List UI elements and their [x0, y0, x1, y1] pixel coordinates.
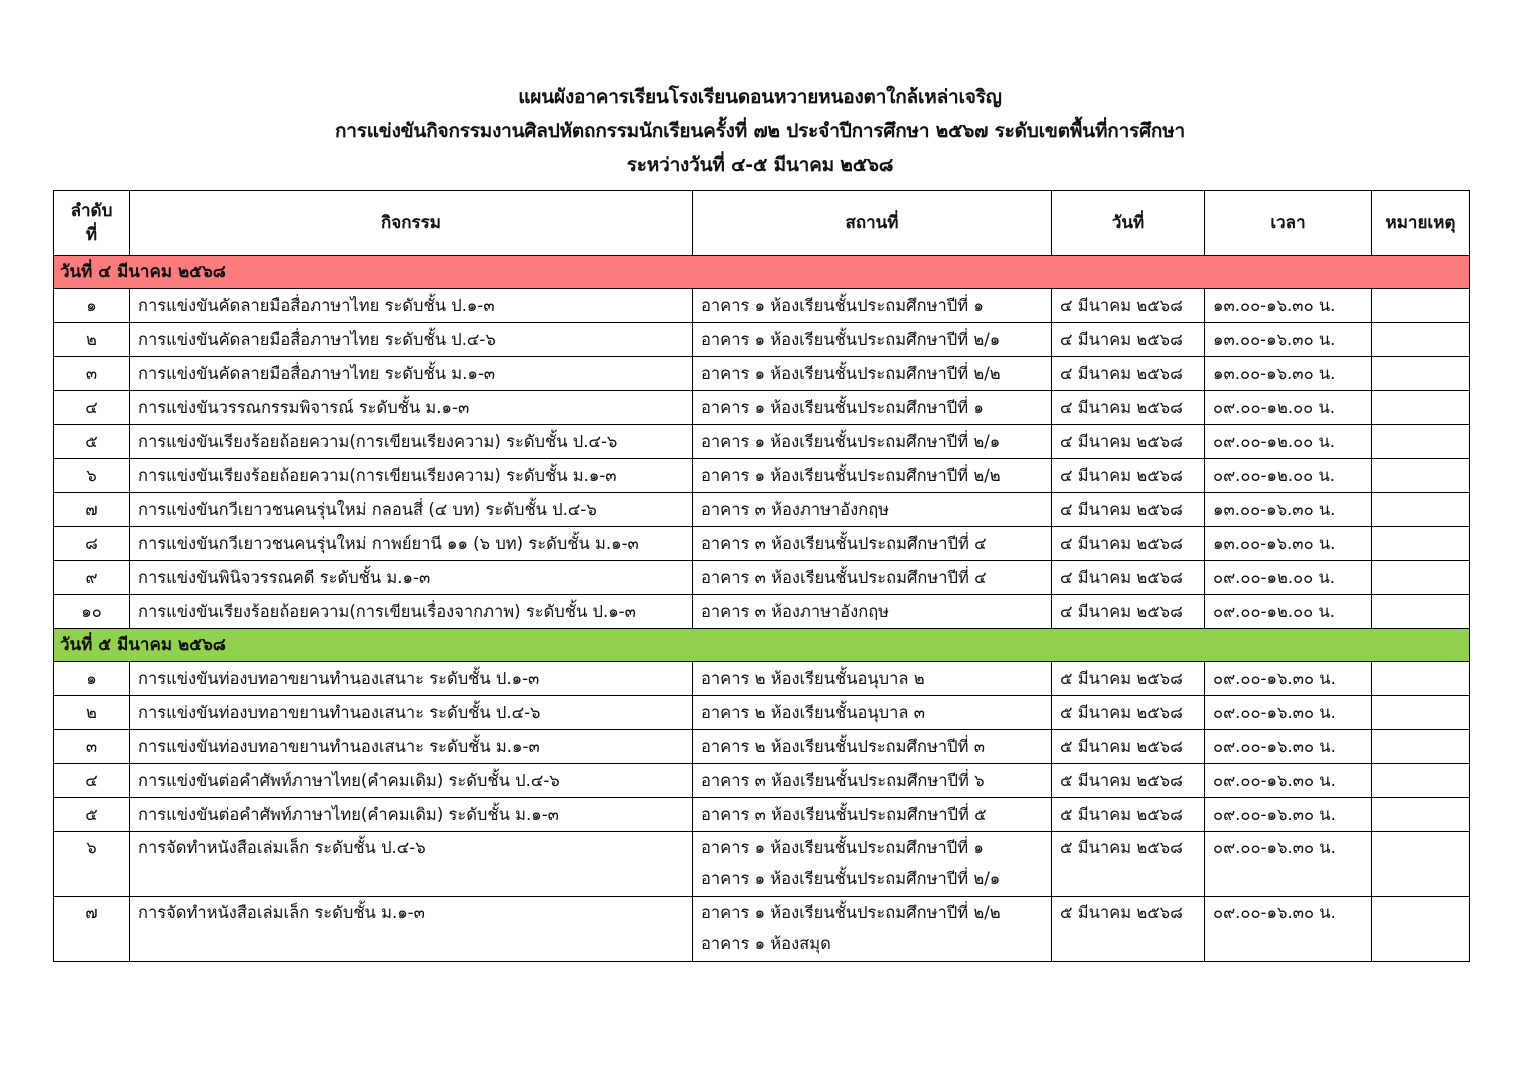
- cell-date: ๔ มีนาคม ๒๕๖๘: [1052, 357, 1205, 391]
- col-header-no: [54, 191, 130, 256]
- cell-date: ๔ มีนาคม ๒๕๖๘: [1052, 425, 1205, 459]
- cell-no: ๙: [54, 561, 130, 595]
- cell-activity: การแข่งขันวรรณกรรมพิจารณ์ ระดับชั้น ม.๑-๓: [130, 391, 693, 425]
- cell-note: [1372, 391, 1470, 425]
- cell-no: ๑๐: [54, 595, 130, 629]
- cell-place: [693, 897, 1052, 962]
- cell-date: ๔ มีนาคม ๒๕๖๘: [1052, 391, 1205, 425]
- cell-time: ๐๙.๐๐-๑๖.๓๐ น.: [1205, 696, 1372, 730]
- cell-place: อาคาร ๑ ห้องเรียนชั้นประถมศึกษาปีที่ ๒/๑: [693, 425, 1052, 459]
- table-row: [54, 391, 1470, 425]
- cell-no: ๒: [54, 696, 130, 730]
- cell-time: ๐๙.๐๐-๑๒.๐๐ น.: [1205, 391, 1372, 425]
- cell-note: [1372, 897, 1470, 962]
- cell-no: ๑: [54, 289, 130, 323]
- table-row: [54, 730, 1470, 764]
- title-date-range: ระหว่างวันที่ ๔-๕ มีนาคม ๒๕๖๘: [626, 154, 894, 176]
- cell-note: [1372, 459, 1470, 493]
- cell-place: อาคาร ๓ ห้องเรียนชั้นประถมศึกษาปีที่ ๖: [693, 764, 1052, 798]
- cell-place-line2: อาคาร ๑ ห้องสมุด: [701, 934, 831, 953]
- cell-time: ๐๙.๐๐-๑๖.๓๐ น.: [1205, 832, 1372, 897]
- cell-time: ๐๙.๐๐-๑๒.๐๐ น.: [1205, 561, 1372, 595]
- cell-place-line1: อาคาร ๑ ห้องเรียนชั้นประถมศึกษาปีที่ ๒/๒: [701, 903, 1001, 922]
- cell-activity: การจัดทำหนังสือเล่มเล็ก ระดับชั้น ป.๔-๖: [130, 832, 693, 897]
- cell-place: อาคาร ๒ ห้องเรียนชั้นประถมศึกษาปีที่ ๓: [693, 730, 1052, 764]
- cell-place: อาคาร ๑ ห้องเรียนชั้นประถมศึกษาปีที่ ๒/๒: [693, 459, 1052, 493]
- cell-no: ๗: [54, 897, 130, 962]
- cell-note: [1372, 357, 1470, 391]
- cell-no: ๔: [54, 764, 130, 798]
- cell-no: ๒: [54, 323, 130, 357]
- cell-activity: การแข่งขันท่องบทอาขยานทำนองเสนาะ ระดับชั้น ป.๔-๖: [130, 696, 693, 730]
- cell-time: ๐๙.๐๐-๑๖.๓๐ น.: [1205, 798, 1372, 832]
- cell-activity: การแข่งขันกวีเยาวชนคนรุ่นใหม่ กลอนสี่ (๔ บท) ระดับชั้น ป.๔-๖: [130, 493, 693, 527]
- cell-activity: การแข่งขันพินิจวรรณคดี ระดับชั้น ม.๑-๓: [130, 561, 693, 595]
- cell-date: ๔ มีนาคม ๒๕๖๘: [1052, 561, 1205, 595]
- col-header-place: สถานที่: [693, 191, 1052, 256]
- cell-place: [693, 832, 1052, 897]
- cell-date: ๔ มีนาคม ๒๕๖๘: [1052, 323, 1205, 357]
- cell-note: [1372, 323, 1470, 357]
- table-row: [54, 425, 1470, 459]
- cell-note: [1372, 561, 1470, 595]
- cell-activity: การจัดทำหนังสือเล่มเล็ก ระดับชั้น ม.๑-๓: [130, 897, 693, 962]
- table-row: [54, 493, 1470, 527]
- cell-time: ๐๙.๐๐-๑๖.๓๐ น.: [1205, 764, 1372, 798]
- cell-place: อาคาร ๑ ห้องเรียนชั้นประถมศึกษาปีที่ ๒/๑: [693, 323, 1052, 357]
- table-row: [54, 459, 1470, 493]
- cell-note: [1372, 696, 1470, 730]
- cell-date: ๔ มีนาคม ๒๕๖๘: [1052, 493, 1205, 527]
- col-header-activity: กิจกรรม: [130, 191, 693, 256]
- cell-date: ๕ มีนาคม ๒๕๖๘: [1052, 730, 1205, 764]
- cell-activity: การแข่งขันต่อคำศัพท์ภาษาไทย(คำคมเดิม) ระดับชั้น ม.๑-๓: [130, 798, 693, 832]
- cell-no: ๘: [54, 527, 130, 561]
- cell-activity: การแข่งขันท่องบทอาขยานทำนองเสนาะ ระดับชั้น ม.๑-๓: [130, 730, 693, 764]
- cell-note: [1372, 798, 1470, 832]
- cell-date: ๕ มีนาคม ๒๕๖๘: [1052, 662, 1205, 696]
- cell-activity: การแข่งขันต่อคำศัพท์ภาษาไทย(คำคมเดิม) ระดับชั้น ป.๔-๖: [130, 764, 693, 798]
- cell-no: ๖: [54, 832, 130, 897]
- cell-date: ๔ มีนาคม ๒๕๖๘: [1052, 459, 1205, 493]
- cell-no: ๕: [54, 798, 130, 832]
- cell-place-line1: อาคาร ๑ ห้องเรียนชั้นประถมศึกษาปีที่ ๑: [701, 838, 984, 857]
- table-row: [54, 357, 1470, 391]
- cell-place: อาคาร ๑ ห้องเรียนชั้นประถมศึกษาปีที่ ๒/๒: [693, 357, 1052, 391]
- table-row: [54, 897, 1470, 962]
- table-row: [54, 289, 1470, 323]
- cell-place: อาคาร ๒ ห้องเรียนชั้นอนุบาล ๒: [693, 662, 1052, 696]
- cell-time: ๐๙.๐๐-๑๖.๓๐ น.: [1205, 662, 1372, 696]
- col-header-no-line1: ลำดับ: [70, 201, 113, 221]
- cell-place: อาคาร ๓ ห้องภาษาอังกฤษ: [693, 595, 1052, 629]
- cell-no: ๓: [54, 730, 130, 764]
- cell-place-line2: อาคาร ๑ ห้องเรียนชั้นประถมศึกษาปีที่ ๒/๑: [701, 869, 1001, 888]
- col-header-date: วันที่: [1052, 191, 1205, 256]
- cell-activity: การแข่งขันเรียงร้อยถ้อยความ(การเขียนเรียงความ) ระดับชั้น ป.๔-๖: [130, 425, 693, 459]
- cell-date: ๕ มีนาคม ๒๕๖๘: [1052, 764, 1205, 798]
- cell-date: ๔ มีนาคม ๒๕๖๘: [1052, 527, 1205, 561]
- cell-time: ๑๓.๐๐-๑๖.๓๐ น.: [1205, 289, 1372, 323]
- cell-date: ๔ มีนาคม ๒๕๖๘: [1052, 595, 1205, 629]
- cell-activity: การแข่งขันคัดลายมือสื่อภาษาไทย ระดับชั้น ป.๔-๖: [130, 323, 693, 357]
- cell-date: ๔ มีนาคม ๒๕๖๘: [1052, 289, 1205, 323]
- cell-note: [1372, 832, 1470, 897]
- cell-no: ๔: [54, 391, 130, 425]
- cell-place: อาคาร ๓ ห้องเรียนชั้นประถมศึกษาปีที่ ๕: [693, 798, 1052, 832]
- cell-activity: การแข่งขันกวีเยาวชนคนรุ่นใหม่ กาพย์ยานี ๑๑ (๖ บท) ระดับชั้น ม.๑-๓: [130, 527, 693, 561]
- cell-place: อาคาร ๓ ห้องเรียนชั้นประถมศึกษาปีที่ ๔: [693, 527, 1052, 561]
- cell-note: [1372, 425, 1470, 459]
- table-row: [54, 798, 1470, 832]
- cell-place: อาคาร ๑ ห้องเรียนชั้นประถมศึกษาปีที่ ๑: [693, 289, 1052, 323]
- cell-time: ๐๙.๐๐-๑๒.๐๐ น.: [1205, 425, 1372, 459]
- cell-note: [1372, 493, 1470, 527]
- title-competition: การแข่งขันกิจกรรมงานศิลปหัตถกรรมนักเรียนครั้งที่ ๗๒ ประจำปีการศึกษา ๒๕๖๗ ระดับเขตพื้นที่การศึกษา: [334, 120, 1186, 142]
- table-row: [54, 662, 1470, 696]
- cell-time: ๑๓.๐๐-๑๖.๓๐ น.: [1205, 527, 1372, 561]
- cell-place: อาคาร ๒ ห้องเรียนชั้นอนุบาล ๓: [693, 696, 1052, 730]
- table-row: [54, 764, 1470, 798]
- cell-time: ๑๓.๐๐-๑๖.๓๐ น.: [1205, 323, 1372, 357]
- cell-note: [1372, 289, 1470, 323]
- cell-activity: การแข่งขันท่องบทอาขยานทำนองเสนาะ ระดับชั้น ป.๑-๓: [130, 662, 693, 696]
- cell-place: อาคาร ๓ ห้องภาษาอังกฤษ: [693, 493, 1052, 527]
- cell-date: ๕ มีนาคม ๒๕๖๘: [1052, 696, 1205, 730]
- day-section-header: [54, 629, 1470, 662]
- cell-no: ๓: [54, 357, 130, 391]
- table-row: [54, 323, 1470, 357]
- cell-date: ๕ มีนาคม ๒๕๖๘: [1052, 798, 1205, 832]
- col-header-time: เวลา: [1205, 191, 1372, 256]
- cell-place: อาคาร ๓ ห้องเรียนชั้นประถมศึกษาปีที่ ๔: [693, 561, 1052, 595]
- header-row: [54, 191, 1470, 256]
- cell-note: [1372, 730, 1470, 764]
- cell-time: ๐๙.๐๐-๑๖.๓๐ น.: [1205, 730, 1372, 764]
- cell-place: อาคาร ๑ ห้องเรียนชั้นประถมศึกษาปีที่ ๑: [693, 391, 1052, 425]
- cell-time: ๐๙.๐๐-๑๒.๐๐ น.: [1205, 595, 1372, 629]
- day-section-header: [54, 256, 1470, 289]
- table-row: [54, 561, 1470, 595]
- cell-date: ๕ มีนาคม ๒๕๖๘: [1052, 897, 1205, 962]
- table-row: [54, 595, 1470, 629]
- cell-time: ๐๙.๐๐-๑๖.๓๐ น.: [1205, 897, 1372, 962]
- cell-time: ๐๙.๐๐-๑๒.๐๐ น.: [1205, 459, 1372, 493]
- cell-time: ๑๓.๐๐-๑๖.๓๐ น.: [1205, 493, 1372, 527]
- day1-label: วันที่ ๔ มีนาคม ๒๕๖๘: [54, 256, 1470, 289]
- day2-label: วันที่ ๕ มีนาคม ๒๕๖๘: [54, 629, 1470, 662]
- title-school-plan: แผนผังอาคารเรียนโรงเรียนดอนหวายหนองตาใกล้เหล่าเจริญ: [518, 86, 1002, 108]
- schedule-table: [53, 190, 1470, 962]
- cell-no: ๕: [54, 425, 130, 459]
- cell-date: ๕ มีนาคม ๒๕๖๘: [1052, 832, 1205, 897]
- col-header-no-line2: ที่: [85, 225, 98, 245]
- cell-note: [1372, 764, 1470, 798]
- cell-note: [1372, 527, 1470, 561]
- cell-activity: การแข่งขันเรียงร้อยถ้อยความ(การเขียนเรียงความ) ระดับชั้น ม.๑-๓: [130, 459, 693, 493]
- cell-no: ๑: [54, 662, 130, 696]
- document-header: [0, 80, 1520, 182]
- table-row: [54, 832, 1470, 897]
- cell-no: ๖: [54, 459, 130, 493]
- cell-activity: การแข่งขันคัดลายมือสื่อภาษาไทย ระดับชั้น ม.๑-๓: [130, 357, 693, 391]
- table-row: [54, 527, 1470, 561]
- cell-time: ๑๓.๐๐-๑๖.๓๐ น.: [1205, 357, 1372, 391]
- cell-note: [1372, 662, 1470, 696]
- table-row: [54, 696, 1470, 730]
- cell-activity: การแข่งขันคัดลายมือสื่อภาษาไทย ระดับชั้น ป.๑-๓: [130, 289, 693, 323]
- cell-activity: การแข่งขันเรียงร้อยถ้อยความ(การเขียนเรื่องจากภาพ) ระดับชั้น ป.๑-๓: [130, 595, 693, 629]
- cell-note: [1372, 595, 1470, 629]
- col-header-note: หมายเหตุ: [1372, 191, 1470, 256]
- cell-no: ๗: [54, 493, 130, 527]
